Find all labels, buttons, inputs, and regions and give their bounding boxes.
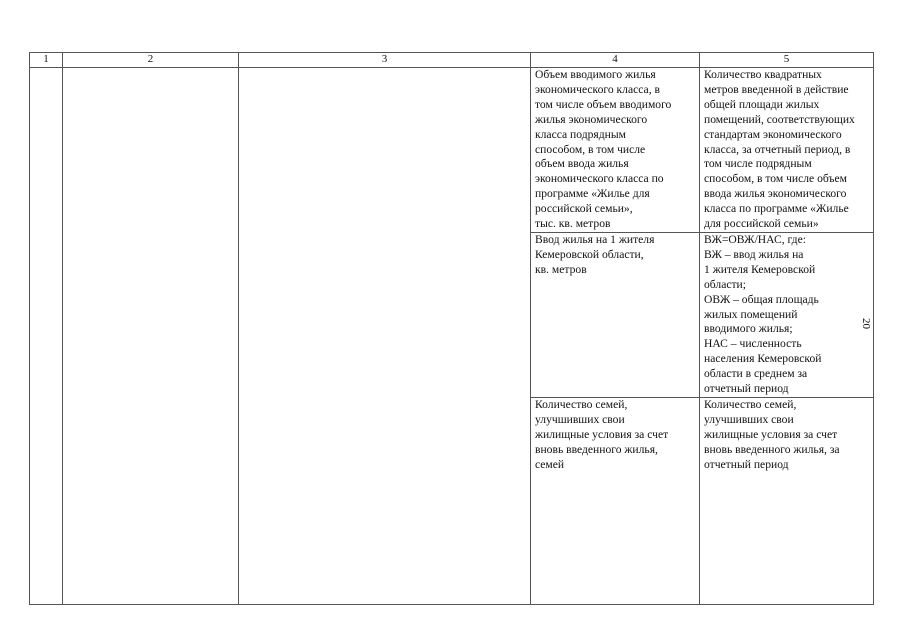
indicator-name-cell xyxy=(531,397,700,604)
column-number-5: 5 xyxy=(700,53,874,68)
empty-cell-col2 xyxy=(63,68,239,605)
calculation-method-text: ВЖ=ОВЖ/НАС, где: ВЖ – ввод жилья на 1 жителя Кемеровской области; ОВЖ – общая площадь жилых помещений вводимого жилья; НАС – численность населения Кемеровской области в среднем за отчетный период xyxy=(704,232,822,396)
column-number-3: 3 xyxy=(239,53,531,68)
table-row xyxy=(30,68,874,233)
calculation-method-cell xyxy=(700,232,874,397)
calculation-method-text: Количество семей, улучшивших свои жилищные условия за счет вновь введенного жилья, за отчетный период xyxy=(704,397,840,471)
indicator-name-cell xyxy=(531,68,700,233)
calculation-method-cell xyxy=(700,68,874,233)
empty-cell-col1 xyxy=(30,68,63,605)
calculation-method-text: Количество квадратных метров введенной в действие общей площади жилых помещений, соответствующих стандартам экономического класса, за отчетный период, в том числе подрядным способом, в том числе объем ввода жилья экономического класса по программе «Жилье для российской семьи» xyxy=(704,68,855,231)
page-number: 20 xyxy=(860,318,872,329)
column-number-1: 1 xyxy=(30,53,63,68)
indicator-name-text: Объем вводимого жилья экономического класса, в том числе объем вводимого жилья экономического класса подрядным способом, в том числе объем ввода жилья экономического класса по программе «Жилье для российской семьи», тыс. кв. метров xyxy=(535,68,672,231)
indicator-name-text: Ввод жилья на 1 жителя Кемеровской области, кв. метров xyxy=(535,232,655,276)
indicator-name-text: Количество семей, улучшивших свои жилищные условия за счет вновь введенного жилья, семей xyxy=(535,397,669,471)
table-header-row xyxy=(30,53,874,68)
indicator-name-cell xyxy=(531,232,700,397)
calculation-method-cell xyxy=(700,397,874,604)
column-number-4: 4 xyxy=(531,53,700,68)
column-number-2: 2 xyxy=(63,53,239,68)
indicators-table xyxy=(29,52,874,605)
empty-cell-col3 xyxy=(239,68,531,605)
